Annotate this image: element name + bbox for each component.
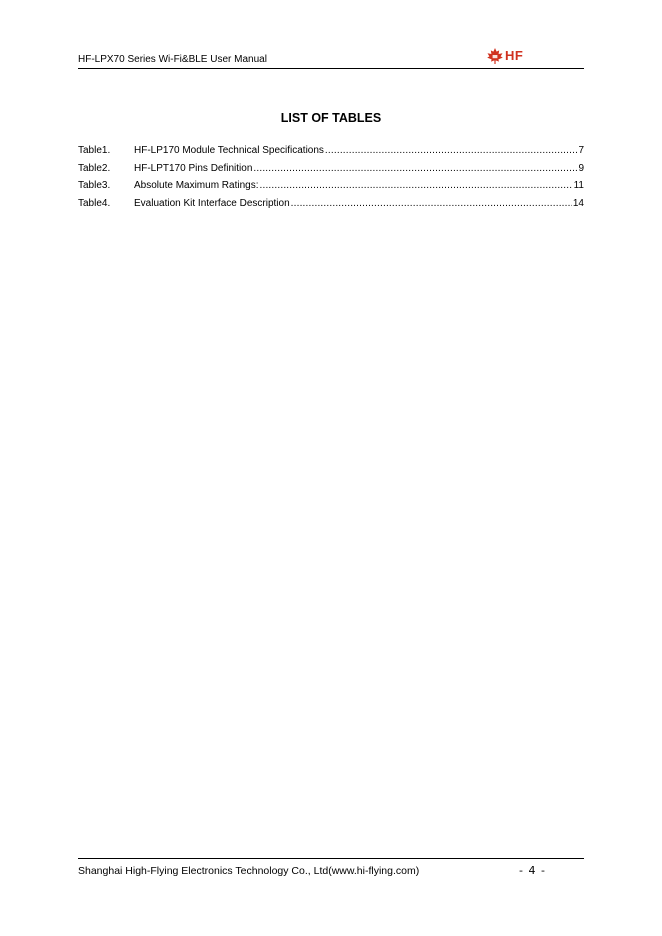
page-reference: 7 (578, 145, 584, 156)
dot-leader (253, 163, 577, 175)
page-reference: 11 (573, 180, 584, 191)
table-number: Table2. (78, 162, 111, 174)
page-footer (78, 858, 584, 879)
page-reference: 9 (578, 162, 584, 174)
dot-leader (325, 145, 578, 157)
page-header (78, 44, 584, 69)
page-reference: 14 (572, 197, 584, 209)
logo-text: HF (505, 48, 524, 63)
table-title: HF-LP170 Module Technical Specifications (134, 145, 324, 156)
table-number: Table1. (78, 145, 111, 156)
toc-entry[interactable] (78, 180, 584, 198)
dot-leader (291, 198, 572, 210)
table-title: HF-LPT170 Pins Definition (134, 162, 253, 174)
footer-company: Shanghai High-Flying Electronics Technology Co., Ltd(www.hi-flying.com) (78, 865, 420, 877)
toc-entry[interactable] (78, 198, 584, 216)
table-title: Absolute Maximum Ratings: (134, 180, 259, 191)
table-title: Evaluation Kit Interface Description (134, 197, 290, 209)
maple-leaf-icon (486, 47, 504, 65)
table-number: Table4. (78, 197, 111, 209)
footer-page-number: - 4 - (519, 864, 546, 877)
page-title: LIST OF TABLES (280, 111, 382, 125)
dot-leader (260, 180, 573, 192)
list-of-tables (78, 145, 584, 215)
toc-entry[interactable] (78, 163, 584, 181)
header-title: HF-LPX70 Series Wi-Fi&BLE User Manual (78, 54, 267, 65)
company-logo (486, 47, 532, 65)
table-number: Table3. (78, 180, 111, 191)
toc-entry[interactable] (78, 145, 584, 163)
